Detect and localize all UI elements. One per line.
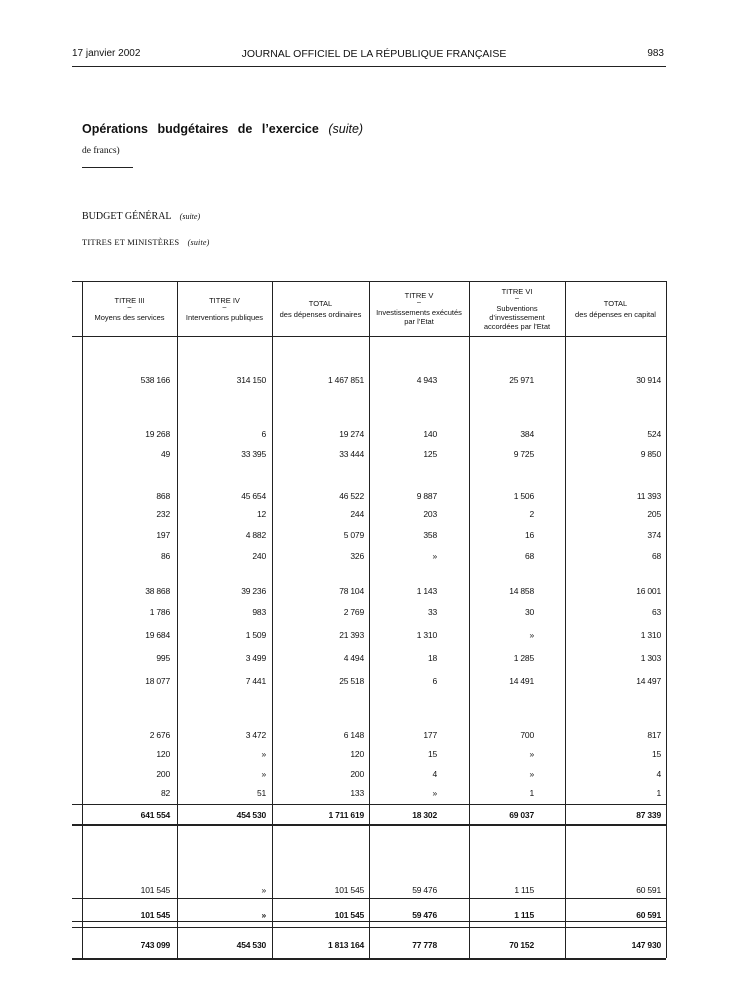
table-cell: 101 545 (140, 885, 170, 895)
table-cell: 314 150 (236, 375, 266, 385)
table-cell: 1 467 851 (327, 375, 364, 385)
table-cell: 133 (350, 788, 364, 798)
table-cell: 203 (423, 509, 437, 519)
table-cell: 140 (423, 429, 437, 439)
table-cell: 4 882 (245, 530, 266, 540)
table-cell: 77 778 (412, 940, 437, 950)
table-cell: 1 303 (640, 653, 661, 663)
column-header-line1: TOTAL (603, 298, 628, 308)
section-title (82, 122, 363, 136)
table-cell: 51 (256, 788, 266, 798)
column-rule (369, 281, 370, 958)
column-header (82, 281, 177, 336)
column-rule (565, 281, 566, 958)
table-cell: » (261, 749, 266, 759)
column-header-line1: TOTAL (308, 298, 333, 308)
titres-heading-text: TITRES ET MINISTÈRES (82, 237, 180, 247)
budget-heading-text: BUDGET GÉNÉRAL (82, 211, 172, 222)
column-header-line2: – (417, 299, 421, 306)
header-rule (72, 66, 666, 67)
table-cell: 2 769 (343, 607, 364, 617)
table-cell: 9 887 (416, 491, 437, 501)
table-cell: 868 (156, 491, 170, 501)
table-cell: 78 104 (339, 586, 364, 596)
row-rule (72, 958, 666, 960)
column-header-line3: Investissements exécutés par l’Etat (376, 308, 462, 326)
table-cell: 15 (427, 749, 437, 759)
table-cell: 817 (647, 730, 661, 740)
table-cell: 69 037 (509, 810, 534, 820)
table-cell: 18 (427, 653, 437, 663)
table-cell: 244 (350, 509, 364, 519)
table-cell: 1 115 (514, 910, 534, 920)
table-cell: 68 (651, 551, 661, 561)
table-cell: 68 (524, 551, 534, 561)
table-cell: 641 554 (140, 810, 170, 820)
table-cell: 46 522 (339, 491, 364, 501)
table-cell: 14 497 (636, 676, 661, 686)
column-header (369, 281, 469, 336)
header-date: 17 janvier 2002 (72, 48, 141, 59)
row-rule (72, 336, 666, 337)
table-cell: 101 545 (140, 910, 170, 920)
table-cell: 19 268 (145, 429, 170, 439)
table-cell: 125 (423, 449, 437, 459)
table-cell: 147 930 (631, 940, 661, 950)
table-cell: 25 518 (339, 676, 364, 686)
section-subtitle: de francs) (82, 146, 120, 156)
table-cell: 49 (160, 449, 170, 459)
table-cell: 200 (156, 769, 170, 779)
table-cell: 120 (350, 749, 364, 759)
table-cell: 1 143 (416, 586, 437, 596)
table-cell: 1 115 (514, 885, 534, 895)
column-header (177, 281, 272, 336)
section-title-suffix: (suite) (328, 122, 364, 136)
budget-heading (82, 211, 200, 222)
table-cell: 2 (529, 509, 534, 519)
column-rule (82, 281, 83, 958)
table-cell: 2 676 (149, 730, 170, 740)
table-cell: 1 310 (640, 630, 661, 640)
column-header (272, 281, 369, 336)
titres-heading (82, 237, 210, 247)
table-cell: 1 786 (149, 607, 170, 617)
table-cell: 232 (156, 509, 170, 519)
table-cell: 33 444 (339, 449, 364, 459)
table-cell: 995 (156, 653, 170, 663)
table-cell: 1 (529, 788, 534, 798)
table-cell: 743 099 (140, 940, 170, 950)
column-header-line3: Interventions publiques (185, 312, 264, 322)
column-rule (469, 281, 470, 958)
table-cell: 5 079 (343, 530, 364, 540)
table-cell: 9 725 (513, 449, 534, 459)
table-cell: 3 499 (245, 653, 266, 663)
table-cell: 1 310 (416, 630, 437, 640)
table-cell: 1 506 (513, 491, 534, 501)
table-cell: 60 591 (636, 885, 661, 895)
table-cell: 197 (156, 530, 170, 540)
budget-table (72, 281, 666, 958)
table-cell: 6 (261, 429, 266, 439)
table-cell: 18 302 (412, 810, 437, 820)
column-rule (177, 281, 178, 958)
column-header (565, 281, 666, 336)
table-cell: 87 339 (636, 810, 661, 820)
column-header-line3: des dépenses ordinaires (279, 309, 362, 319)
table-cell: 14 858 (509, 586, 534, 596)
table-cell: 120 (156, 749, 170, 759)
table-cell: 19 274 (339, 429, 364, 439)
column-header-line2: – (222, 303, 227, 311)
table-cell: » (529, 769, 534, 779)
table-cell: 45 654 (241, 491, 266, 501)
table-cell: » (261, 910, 266, 920)
column-header-line1: TITRE V (404, 291, 434, 300)
table-cell: 39 236 (241, 586, 266, 596)
column-rule (666, 281, 667, 958)
table-cell: 59 476 (412, 910, 437, 920)
table-cell: 200 (350, 769, 364, 779)
budget-heading-suffix: (suite) (179, 212, 201, 221)
column-rule (272, 281, 273, 958)
table-cell: 14 491 (509, 676, 534, 686)
table-cell: 21 393 (339, 630, 364, 640)
table-cell: 4 (656, 769, 661, 779)
table-cell: 16 001 (636, 586, 661, 596)
table-cell: 33 (427, 607, 437, 617)
table-cell: » (432, 788, 437, 798)
row-rule (72, 921, 666, 922)
table-cell: » (529, 630, 534, 640)
row-rule (72, 804, 666, 805)
header-journal-title: JOURNAL OFFICIEL DE LA RÉPUBLIQUE FRANÇAISE (241, 48, 507, 60)
table-cell: 101 545 (334, 910, 364, 920)
table-cell: 82 (160, 788, 170, 798)
table-cell: » (432, 551, 437, 561)
row-rule (72, 898, 666, 899)
table-cell: 1 711 619 (328, 810, 364, 820)
table-cell: 4 494 (343, 653, 364, 663)
table-cell: 101 545 (334, 885, 364, 895)
column-header-line3: des dépenses en capital (575, 309, 656, 319)
table-cell: 983 (252, 607, 266, 617)
table-cell: 374 (647, 530, 661, 540)
table-cell: 240 (252, 551, 266, 561)
column-header-line3: Subventions d’investissement accordées par l’Etat (483, 303, 551, 331)
table-cell: 326 (350, 551, 364, 561)
table-cell: 38 868 (145, 586, 170, 596)
table-cell: 33 395 (241, 449, 266, 459)
section-title-text: Opérations budgétaires de l’exercice (82, 122, 319, 136)
table-cell: 358 (423, 530, 437, 540)
column-header-line2: – (515, 294, 519, 302)
row-rule (72, 824, 666, 826)
table-cell: 3 472 (245, 730, 266, 740)
table-cell: 7 441 (245, 676, 266, 686)
table-cell: 538 166 (140, 375, 170, 385)
table-cell: 454 530 (236, 810, 266, 820)
table-cell: 177 (423, 730, 437, 740)
table-cell: 1 285 (513, 653, 534, 663)
table-cell: » (261, 885, 266, 895)
table-cell: 4 (432, 769, 437, 779)
table-cell: 60 591 (636, 910, 661, 920)
table-cell: 1 813 164 (327, 940, 364, 950)
table-cell: 30 914 (636, 375, 661, 385)
header-page-number: 983 (647, 48, 664, 59)
table-cell: 18 077 (145, 676, 170, 686)
table-cell: 59 476 (412, 885, 437, 895)
column-header-line2: – (127, 303, 132, 311)
table-cell: 19 684 (145, 630, 170, 640)
table-cell: 12 (256, 509, 266, 519)
table-cell: » (261, 769, 266, 779)
column-header (469, 281, 565, 336)
table-cell: 1 (656, 788, 661, 798)
table-cell: 524 (647, 429, 661, 439)
table-cell: 86 (160, 551, 170, 561)
table-cell: 16 (524, 530, 534, 540)
table-cell: 205 (647, 509, 661, 519)
table-cell: 384 (520, 429, 534, 439)
table-cell: 454 530 (236, 940, 266, 950)
table-cell: 15 (651, 749, 661, 759)
table-cell: 1 509 (245, 630, 266, 640)
table-cell: 63 (651, 607, 661, 617)
column-header-line1: TITRE VI (501, 286, 533, 296)
table-cell: 70 152 (509, 940, 534, 950)
column-header-line1: TITRE III (114, 295, 145, 305)
table-cell: 6 148 (343, 730, 364, 740)
table-cell: 11 393 (636, 491, 661, 501)
table-cell: 700 (520, 730, 534, 740)
table-cell: » (529, 749, 534, 759)
column-header-line1: TITRE IV (209, 295, 240, 305)
table-cell: 4 943 (416, 375, 437, 385)
subtitle-rule (82, 167, 133, 168)
row-rule (72, 927, 666, 928)
table-cell: 30 (524, 607, 534, 617)
table-cell: 6 (432, 676, 437, 686)
titres-heading-suffix: (suite) (187, 238, 210, 247)
column-header-line3: Moyens des services (94, 312, 165, 322)
table-cell: 9 850 (640, 449, 661, 459)
table-cell: 25 971 (509, 375, 534, 385)
